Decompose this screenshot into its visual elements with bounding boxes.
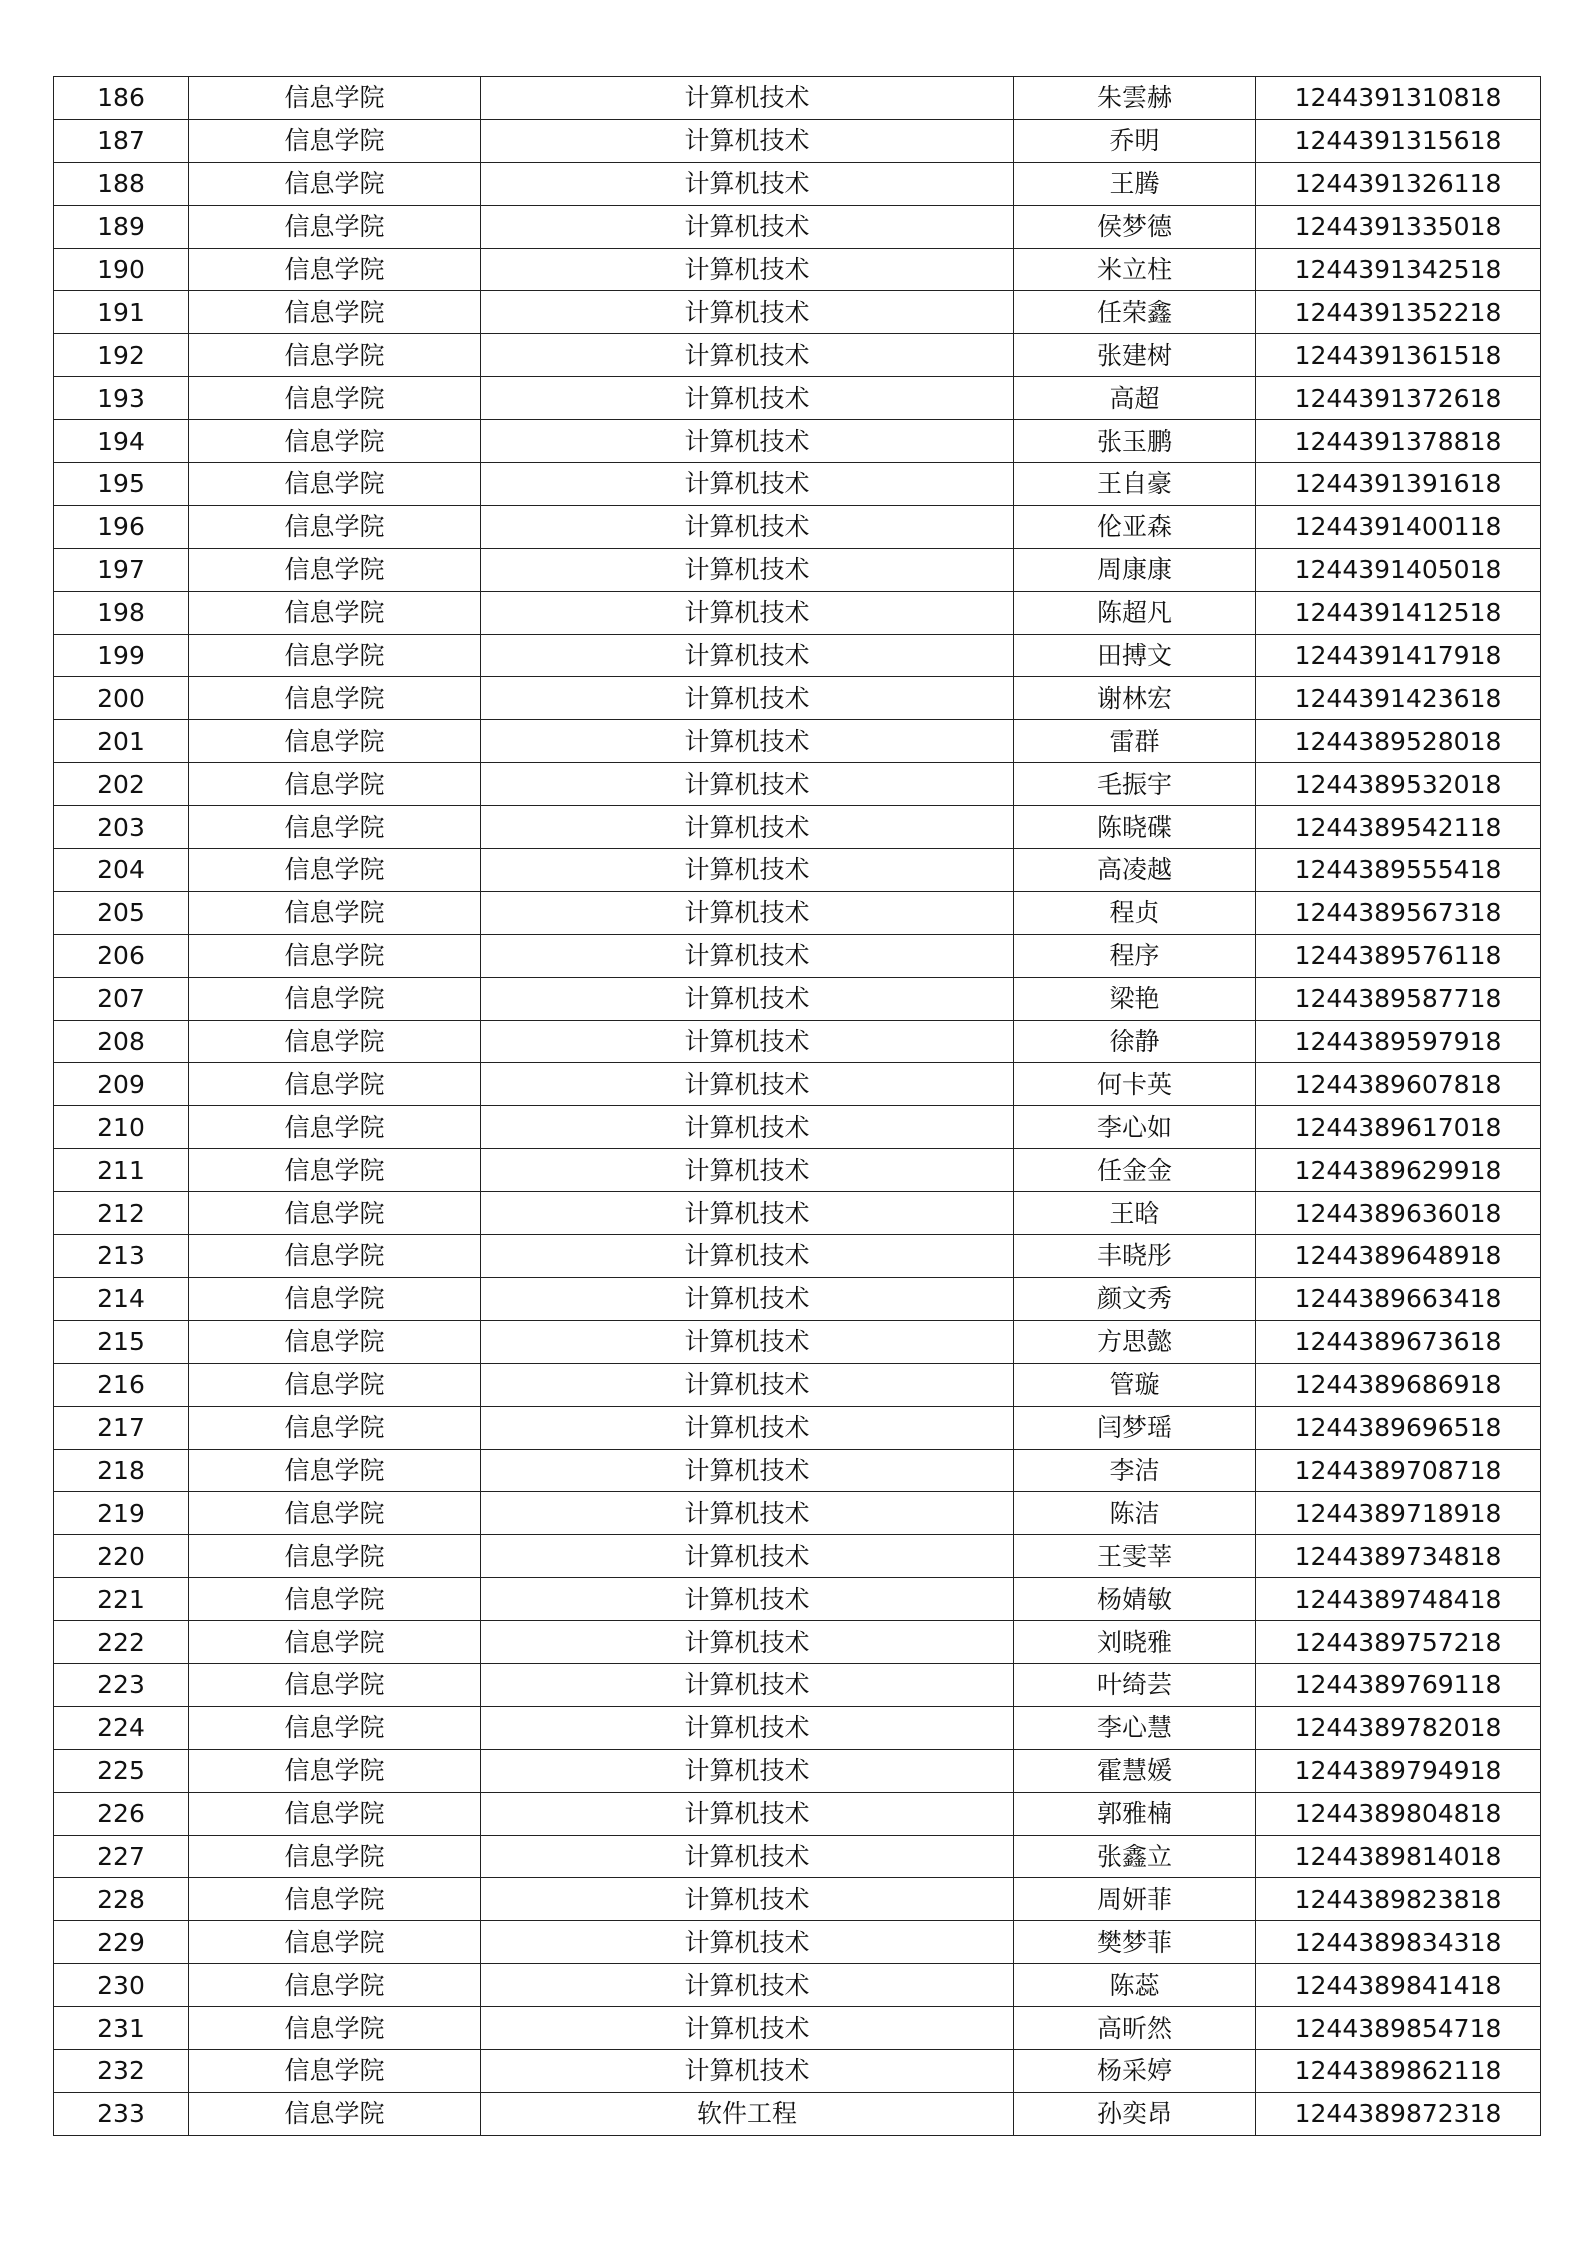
table-row bbox=[54, 849, 1541, 892]
student-name-cell: 霍慧媛 bbox=[1014, 1749, 1256, 1792]
candidate-id-cell: 1244391342518 bbox=[1256, 248, 1541, 291]
college-cell: 信息学院 bbox=[189, 77, 481, 120]
college-cell: 信息学院 bbox=[189, 1663, 481, 1706]
major-cell: 计算机技术 bbox=[481, 1277, 1014, 1320]
row-number-cell: 192 bbox=[54, 334, 189, 377]
student-name-cell: 任金金 bbox=[1014, 1149, 1256, 1192]
candidate-id-cell: 1244389757218 bbox=[1256, 1621, 1541, 1664]
student-name-cell: 周康康 bbox=[1014, 548, 1256, 591]
candidate-id-cell: 1244389854718 bbox=[1256, 2007, 1541, 2050]
major-cell: 计算机技术 bbox=[481, 248, 1014, 291]
candidate-id-cell: 1244389718918 bbox=[1256, 1492, 1541, 1535]
candidate-id-cell: 1244389663418 bbox=[1256, 1277, 1541, 1320]
major-cell: 计算机技术 bbox=[481, 119, 1014, 162]
table-row bbox=[54, 720, 1541, 763]
candidate-id-cell: 1244389862118 bbox=[1256, 2049, 1541, 2092]
candidate-id-cell: 1244389636018 bbox=[1256, 1192, 1541, 1235]
candidate-id-cell: 1244389597918 bbox=[1256, 1020, 1541, 1063]
table-row bbox=[54, 377, 1541, 420]
college-cell: 信息学院 bbox=[189, 1535, 481, 1578]
row-number-cell: 216 bbox=[54, 1363, 189, 1406]
table-row bbox=[54, 77, 1541, 120]
student-name-cell: 李洁 bbox=[1014, 1449, 1256, 1492]
table-row bbox=[54, 1621, 1541, 1664]
major-cell: 计算机技术 bbox=[481, 1106, 1014, 1149]
row-number-cell: 215 bbox=[54, 1320, 189, 1363]
row-number-cell: 195 bbox=[54, 463, 189, 506]
major-cell: 计算机技术 bbox=[481, 1621, 1014, 1664]
college-cell: 信息学院 bbox=[189, 977, 481, 1020]
major-cell: 计算机技术 bbox=[481, 1363, 1014, 1406]
student-name-cell: 颜文秀 bbox=[1014, 1277, 1256, 1320]
table-row bbox=[54, 548, 1541, 591]
major-cell: 计算机技术 bbox=[481, 2007, 1014, 2050]
candidate-id-cell: 1244389576118 bbox=[1256, 934, 1541, 977]
candidate-id-cell: 1244391378818 bbox=[1256, 420, 1541, 463]
college-cell: 信息学院 bbox=[189, 763, 481, 806]
college-cell: 信息学院 bbox=[189, 1749, 481, 1792]
college-cell: 信息学院 bbox=[189, 1020, 481, 1063]
row-number-cell: 207 bbox=[54, 977, 189, 1020]
student-name-cell: 张建树 bbox=[1014, 334, 1256, 377]
college-cell: 信息学院 bbox=[189, 1277, 481, 1320]
table-row bbox=[54, 1578, 1541, 1621]
candidate-id-cell: 1244389748418 bbox=[1256, 1578, 1541, 1621]
candidate-id-cell: 1244391326118 bbox=[1256, 162, 1541, 205]
table-row bbox=[54, 977, 1541, 1020]
major-cell: 计算机技术 bbox=[481, 763, 1014, 806]
table-row bbox=[54, 205, 1541, 248]
candidate-id-cell: 1244391423618 bbox=[1256, 677, 1541, 720]
row-number-cell: 223 bbox=[54, 1663, 189, 1706]
student-name-cell: 高超 bbox=[1014, 377, 1256, 420]
college-cell: 信息学院 bbox=[189, 1878, 481, 1921]
student-name-cell: 王晗 bbox=[1014, 1192, 1256, 1235]
major-cell: 计算机技术 bbox=[481, 291, 1014, 334]
college-cell: 信息学院 bbox=[189, 248, 481, 291]
table-row bbox=[54, 1020, 1541, 1063]
row-number-cell: 218 bbox=[54, 1449, 189, 1492]
table-row bbox=[54, 1663, 1541, 1706]
student-name-cell: 孙奕昂 bbox=[1014, 2092, 1256, 2135]
student-name-cell: 朱雲赫 bbox=[1014, 77, 1256, 120]
table-row bbox=[54, 119, 1541, 162]
student-name-cell: 程序 bbox=[1014, 934, 1256, 977]
row-number-cell: 197 bbox=[54, 548, 189, 591]
row-number-cell: 228 bbox=[54, 1878, 189, 1921]
student-name-cell: 张鑫立 bbox=[1014, 1835, 1256, 1878]
candidate-id-cell: 1244391372618 bbox=[1256, 377, 1541, 420]
table-row bbox=[54, 1964, 1541, 2007]
table-row bbox=[54, 420, 1541, 463]
major-cell: 计算机技术 bbox=[481, 1964, 1014, 2007]
college-cell: 信息学院 bbox=[189, 720, 481, 763]
college-cell: 信息学院 bbox=[189, 1492, 481, 1535]
student-name-cell: 王自豪 bbox=[1014, 463, 1256, 506]
major-cell: 计算机技术 bbox=[481, 849, 1014, 892]
major-cell: 计算机技术 bbox=[481, 77, 1014, 120]
student-name-cell: 雷群 bbox=[1014, 720, 1256, 763]
college-cell: 信息学院 bbox=[189, 806, 481, 849]
row-number-cell: 233 bbox=[54, 2092, 189, 2135]
candidate-id-cell: 1244389607818 bbox=[1256, 1063, 1541, 1106]
candidate-id-cell: 1244391405018 bbox=[1256, 548, 1541, 591]
candidate-id-cell: 1244391352218 bbox=[1256, 291, 1541, 334]
candidate-id-cell: 1244389734818 bbox=[1256, 1535, 1541, 1578]
college-cell: 信息学院 bbox=[189, 334, 481, 377]
major-cell: 计算机技术 bbox=[481, 591, 1014, 634]
row-number-cell: 189 bbox=[54, 205, 189, 248]
college-cell: 信息学院 bbox=[189, 205, 481, 248]
college-cell: 信息学院 bbox=[189, 1106, 481, 1149]
row-number-cell: 200 bbox=[54, 677, 189, 720]
student-name-cell: 陈洁 bbox=[1014, 1492, 1256, 1535]
student-name-cell: 乔明 bbox=[1014, 119, 1256, 162]
roster-table bbox=[53, 76, 1541, 2136]
row-number-cell: 213 bbox=[54, 1235, 189, 1278]
candidate-id-cell: 1244389814018 bbox=[1256, 1835, 1541, 1878]
table-row bbox=[54, 634, 1541, 677]
row-number-cell: 219 bbox=[54, 1492, 189, 1535]
major-cell: 计算机技术 bbox=[481, 1235, 1014, 1278]
student-name-cell: 郭雅楠 bbox=[1014, 1792, 1256, 1835]
table-row bbox=[54, 1235, 1541, 1278]
candidate-id-cell: 1244389782018 bbox=[1256, 1706, 1541, 1749]
table-row bbox=[54, 463, 1541, 506]
roster-body bbox=[54, 77, 1541, 2136]
major-cell: 计算机技术 bbox=[481, 420, 1014, 463]
major-cell: 计算机技术 bbox=[481, 1706, 1014, 1749]
candidate-id-cell: 1244391400118 bbox=[1256, 505, 1541, 548]
major-cell: 计算机技术 bbox=[481, 1492, 1014, 1535]
college-cell: 信息学院 bbox=[189, 1578, 481, 1621]
row-number-cell: 225 bbox=[54, 1749, 189, 1792]
row-number-cell: 224 bbox=[54, 1706, 189, 1749]
row-number-cell: 227 bbox=[54, 1835, 189, 1878]
major-cell: 计算机技术 bbox=[481, 806, 1014, 849]
candidate-id-cell: 1244389629918 bbox=[1256, 1149, 1541, 1192]
candidate-id-cell: 1244389794918 bbox=[1256, 1749, 1541, 1792]
row-number-cell: 193 bbox=[54, 377, 189, 420]
table-row bbox=[54, 1921, 1541, 1964]
student-name-cell: 方思懿 bbox=[1014, 1320, 1256, 1363]
row-number-cell: 211 bbox=[54, 1149, 189, 1192]
row-number-cell: 220 bbox=[54, 1535, 189, 1578]
college-cell: 信息学院 bbox=[189, 119, 481, 162]
college-cell: 信息学院 bbox=[189, 1449, 481, 1492]
candidate-id-cell: 1244389567318 bbox=[1256, 891, 1541, 934]
candidate-id-cell: 1244391412518 bbox=[1256, 591, 1541, 634]
row-number-cell: 194 bbox=[54, 420, 189, 463]
table-row bbox=[54, 1878, 1541, 1921]
college-cell: 信息学院 bbox=[189, 2049, 481, 2092]
candidate-id-cell: 1244391391618 bbox=[1256, 463, 1541, 506]
student-name-cell: 高凌越 bbox=[1014, 849, 1256, 892]
table-row bbox=[54, 248, 1541, 291]
major-cell: 计算机技术 bbox=[481, 934, 1014, 977]
college-cell: 信息学院 bbox=[189, 591, 481, 634]
table-row bbox=[54, 1792, 1541, 1835]
student-name-cell: 谢林宏 bbox=[1014, 677, 1256, 720]
student-name-cell: 周妍菲 bbox=[1014, 1878, 1256, 1921]
candidate-id-cell: 1244391361518 bbox=[1256, 334, 1541, 377]
major-cell: 计算机技术 bbox=[481, 1020, 1014, 1063]
major-cell: 计算机技术 bbox=[481, 505, 1014, 548]
row-number-cell: 205 bbox=[54, 891, 189, 934]
student-name-cell: 徐静 bbox=[1014, 1020, 1256, 1063]
student-name-cell: 毛振宇 bbox=[1014, 763, 1256, 806]
row-number-cell: 208 bbox=[54, 1020, 189, 1063]
row-number-cell: 188 bbox=[54, 162, 189, 205]
row-number-cell: 229 bbox=[54, 1921, 189, 1964]
row-number-cell: 214 bbox=[54, 1277, 189, 1320]
student-name-cell: 任荣鑫 bbox=[1014, 291, 1256, 334]
student-name-cell: 刘晓雅 bbox=[1014, 1621, 1256, 1664]
table-row bbox=[54, 1149, 1541, 1192]
table-row bbox=[54, 934, 1541, 977]
college-cell: 信息学院 bbox=[189, 2007, 481, 2050]
candidate-id-cell: 1244389555418 bbox=[1256, 849, 1541, 892]
row-number-cell: 202 bbox=[54, 763, 189, 806]
table-row bbox=[54, 162, 1541, 205]
student-name-cell: 陈晓碟 bbox=[1014, 806, 1256, 849]
major-cell: 计算机技术 bbox=[481, 1449, 1014, 1492]
student-name-cell: 高昕然 bbox=[1014, 2007, 1256, 2050]
student-name-cell: 米立柱 bbox=[1014, 248, 1256, 291]
table-row bbox=[54, 1406, 1541, 1449]
major-cell: 计算机技术 bbox=[481, 1749, 1014, 1792]
major-cell: 软件工程 bbox=[481, 2092, 1014, 2135]
student-name-cell: 梁艳 bbox=[1014, 977, 1256, 1020]
row-number-cell: 201 bbox=[54, 720, 189, 763]
student-name-cell: 李心慧 bbox=[1014, 1706, 1256, 1749]
major-cell: 计算机技术 bbox=[481, 1878, 1014, 1921]
table-row bbox=[54, 1063, 1541, 1106]
candidate-id-cell: 1244389804818 bbox=[1256, 1792, 1541, 1835]
college-cell: 信息学院 bbox=[189, 162, 481, 205]
table-row bbox=[54, 2049, 1541, 2092]
college-cell: 信息学院 bbox=[189, 1706, 481, 1749]
student-name-cell: 杨采婷 bbox=[1014, 2049, 1256, 2092]
candidate-id-cell: 1244389841418 bbox=[1256, 1964, 1541, 2007]
major-cell: 计算机技术 bbox=[481, 891, 1014, 934]
row-number-cell: 206 bbox=[54, 934, 189, 977]
candidate-id-cell: 1244389542118 bbox=[1256, 806, 1541, 849]
college-cell: 信息学院 bbox=[189, 1320, 481, 1363]
student-name-cell: 管璇 bbox=[1014, 1363, 1256, 1406]
college-cell: 信息学院 bbox=[189, 677, 481, 720]
candidate-id-cell: 1244391315618 bbox=[1256, 119, 1541, 162]
major-cell: 计算机技术 bbox=[481, 1149, 1014, 1192]
row-number-cell: 209 bbox=[54, 1063, 189, 1106]
candidate-id-cell: 1244389617018 bbox=[1256, 1106, 1541, 1149]
major-cell: 计算机技术 bbox=[481, 1320, 1014, 1363]
row-number-cell: 187 bbox=[54, 119, 189, 162]
major-cell: 计算机技术 bbox=[481, 1578, 1014, 1621]
major-cell: 计算机技术 bbox=[481, 162, 1014, 205]
table-row bbox=[54, 1277, 1541, 1320]
major-cell: 计算机技术 bbox=[481, 677, 1014, 720]
candidate-id-cell: 1244389673618 bbox=[1256, 1320, 1541, 1363]
major-cell: 计算机技术 bbox=[481, 1192, 1014, 1235]
major-cell: 计算机技术 bbox=[481, 463, 1014, 506]
row-number-cell: 226 bbox=[54, 1792, 189, 1835]
row-number-cell: 230 bbox=[54, 1964, 189, 2007]
student-name-cell: 杨婧敏 bbox=[1014, 1578, 1256, 1621]
table-row bbox=[54, 1706, 1541, 1749]
row-number-cell: 217 bbox=[54, 1406, 189, 1449]
row-number-cell: 191 bbox=[54, 291, 189, 334]
college-cell: 信息学院 bbox=[189, 377, 481, 420]
table-row bbox=[54, 291, 1541, 334]
student-name-cell: 王雯莘 bbox=[1014, 1535, 1256, 1578]
student-name-cell: 王腾 bbox=[1014, 162, 1256, 205]
table-row bbox=[54, 763, 1541, 806]
table-row bbox=[54, 591, 1541, 634]
major-cell: 计算机技术 bbox=[481, 720, 1014, 763]
college-cell: 信息学院 bbox=[189, 1363, 481, 1406]
student-name-cell: 樊梦菲 bbox=[1014, 1921, 1256, 1964]
college-cell: 信息学院 bbox=[189, 1192, 481, 1235]
row-number-cell: 232 bbox=[54, 2049, 189, 2092]
table-row bbox=[54, 1449, 1541, 1492]
student-name-cell: 程贞 bbox=[1014, 891, 1256, 934]
college-cell: 信息学院 bbox=[189, 891, 481, 934]
table-row bbox=[54, 1492, 1541, 1535]
row-number-cell: 198 bbox=[54, 591, 189, 634]
college-cell: 信息学院 bbox=[189, 1792, 481, 1835]
student-name-cell: 陈蕊 bbox=[1014, 1964, 1256, 2007]
college-cell: 信息学院 bbox=[189, 1149, 481, 1192]
major-cell: 计算机技术 bbox=[481, 1663, 1014, 1706]
row-number-cell: 186 bbox=[54, 77, 189, 120]
row-number-cell: 190 bbox=[54, 248, 189, 291]
table-row bbox=[54, 1320, 1541, 1363]
college-cell: 信息学院 bbox=[189, 548, 481, 591]
college-cell: 信息学院 bbox=[189, 1964, 481, 2007]
table-row bbox=[54, 1106, 1541, 1149]
college-cell: 信息学院 bbox=[189, 634, 481, 677]
college-cell: 信息学院 bbox=[189, 505, 481, 548]
row-number-cell: 196 bbox=[54, 505, 189, 548]
table-row bbox=[54, 1749, 1541, 1792]
college-cell: 信息学院 bbox=[189, 463, 481, 506]
major-cell: 计算机技术 bbox=[481, 548, 1014, 591]
table-row bbox=[54, 677, 1541, 720]
major-cell: 计算机技术 bbox=[481, 2049, 1014, 2092]
college-cell: 信息学院 bbox=[189, 934, 481, 977]
major-cell: 计算机技术 bbox=[481, 1921, 1014, 1964]
row-number-cell: 221 bbox=[54, 1578, 189, 1621]
candidate-id-cell: 1244389587718 bbox=[1256, 977, 1541, 1020]
student-name-cell: 伦亚森 bbox=[1014, 505, 1256, 548]
row-number-cell: 222 bbox=[54, 1621, 189, 1664]
candidate-id-cell: 1244391417918 bbox=[1256, 634, 1541, 677]
table-row bbox=[54, 1192, 1541, 1235]
college-cell: 信息学院 bbox=[189, 849, 481, 892]
row-number-cell: 199 bbox=[54, 634, 189, 677]
candidate-id-cell: 1244389823818 bbox=[1256, 1878, 1541, 1921]
major-cell: 计算机技术 bbox=[481, 1063, 1014, 1106]
student-name-cell: 陈超凡 bbox=[1014, 591, 1256, 634]
table-row bbox=[54, 505, 1541, 548]
table-row bbox=[54, 334, 1541, 377]
student-name-cell: 张玉鹏 bbox=[1014, 420, 1256, 463]
candidate-id-cell: 1244389696518 bbox=[1256, 1406, 1541, 1449]
student-name-cell: 田搏文 bbox=[1014, 634, 1256, 677]
candidate-id-cell: 1244389872318 bbox=[1256, 2092, 1541, 2135]
college-cell: 信息学院 bbox=[189, 2092, 481, 2135]
candidate-id-cell: 1244389648918 bbox=[1256, 1235, 1541, 1278]
row-number-cell: 231 bbox=[54, 2007, 189, 2050]
candidate-id-cell: 1244389528018 bbox=[1256, 720, 1541, 763]
student-name-cell: 何卡英 bbox=[1014, 1063, 1256, 1106]
candidate-id-cell: 1244391335018 bbox=[1256, 205, 1541, 248]
major-cell: 计算机技术 bbox=[481, 205, 1014, 248]
table-row bbox=[54, 2007, 1541, 2050]
candidate-id-cell: 1244389532018 bbox=[1256, 763, 1541, 806]
row-number-cell: 212 bbox=[54, 1192, 189, 1235]
table-row bbox=[54, 2092, 1541, 2135]
major-cell: 计算机技术 bbox=[481, 634, 1014, 677]
major-cell: 计算机技术 bbox=[481, 377, 1014, 420]
major-cell: 计算机技术 bbox=[481, 334, 1014, 377]
row-number-cell: 210 bbox=[54, 1106, 189, 1149]
college-cell: 信息学院 bbox=[189, 1921, 481, 1964]
student-name-cell: 丰晓彤 bbox=[1014, 1235, 1256, 1278]
student-name-cell: 叶绮芸 bbox=[1014, 1663, 1256, 1706]
major-cell: 计算机技术 bbox=[481, 1835, 1014, 1878]
college-cell: 信息学院 bbox=[189, 1406, 481, 1449]
student-name-cell: 李心如 bbox=[1014, 1106, 1256, 1149]
college-cell: 信息学院 bbox=[189, 291, 481, 334]
college-cell: 信息学院 bbox=[189, 420, 481, 463]
candidate-id-cell: 1244389769118 bbox=[1256, 1663, 1541, 1706]
college-cell: 信息学院 bbox=[189, 1235, 481, 1278]
candidate-id-cell: 1244389834318 bbox=[1256, 1921, 1541, 1964]
major-cell: 计算机技术 bbox=[481, 1406, 1014, 1449]
college-cell: 信息学院 bbox=[189, 1063, 481, 1106]
candidate-id-cell: 1244389686918 bbox=[1256, 1363, 1541, 1406]
table-row bbox=[54, 891, 1541, 934]
college-cell: 信息学院 bbox=[189, 1621, 481, 1664]
candidate-id-cell: 1244391310818 bbox=[1256, 77, 1541, 120]
major-cell: 计算机技术 bbox=[481, 1792, 1014, 1835]
candidate-id-cell: 1244389708718 bbox=[1256, 1449, 1541, 1492]
row-number-cell: 204 bbox=[54, 849, 189, 892]
major-cell: 计算机技术 bbox=[481, 977, 1014, 1020]
table-row bbox=[54, 1835, 1541, 1878]
table-row bbox=[54, 1535, 1541, 1578]
table-row bbox=[54, 1363, 1541, 1406]
student-name-cell: 闫梦瑶 bbox=[1014, 1406, 1256, 1449]
table-row bbox=[54, 806, 1541, 849]
college-cell: 信息学院 bbox=[189, 1835, 481, 1878]
major-cell: 计算机技术 bbox=[481, 1535, 1014, 1578]
student-name-cell: 侯梦德 bbox=[1014, 205, 1256, 248]
row-number-cell: 203 bbox=[54, 806, 189, 849]
